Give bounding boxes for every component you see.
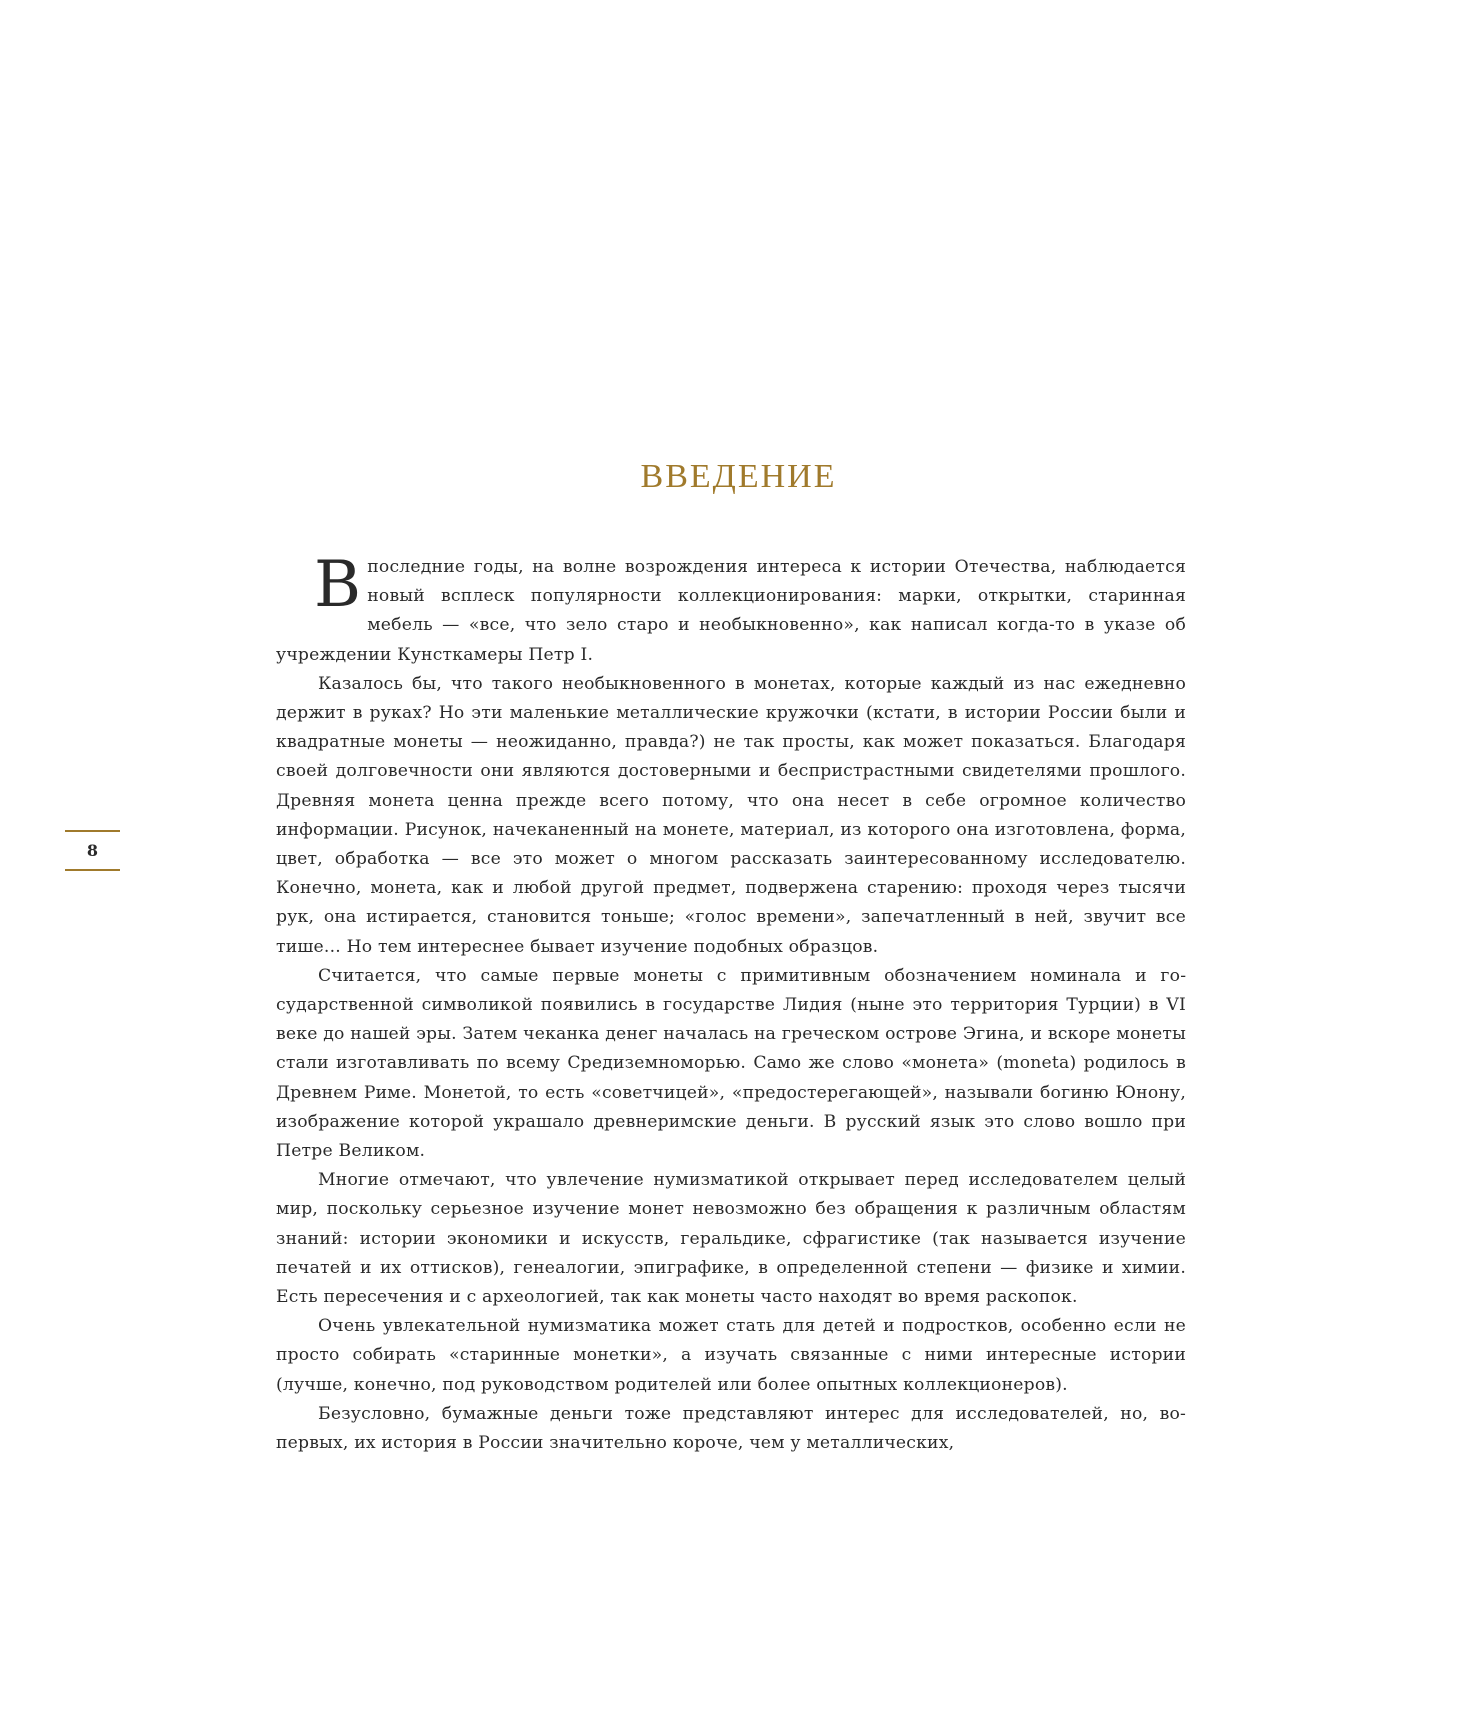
drop-cap: В bbox=[314, 548, 362, 622]
paragraph-6: Безусловно, бумажные деньги тоже представляют интерес для исследователей, но, во-первых, их история в России значительно короче, чем у металлических, bbox=[276, 1403, 1186, 1454]
paragraph-2: Казалось бы, что такого необыкновенного в монетах, которые каждый из нас ежедневно держит в руках? Но эти маленькие металлические кружочки (кстати, в истории России были и квадратные монеты — неожиданно, правда?) не так просты, как может показаться. Благодаря своей долговечности они являются достоверными и беспристрастными свидетелями прошлого. Древняя монета ценна прежде всего потому, что она несет в себе огромное количество информации. Рисунок, начеканенный на монете, материал, из которого она изготовлена, форма, цвет, обработка — все это может о многом рассказать заинтересованному исследователю. Конечно, монета, как и любой другой предмет, подвержена старению: проходя через тысячи рук, она истирается, становится тоньше; «голос времени», запечатленный в ней, звучит все тише... Но тем интереснее бывает изучение подобных образцов. bbox=[276, 673, 1186, 957]
page-title: ВВЕДЕНИЕ bbox=[640, 458, 837, 495]
paragraph-3: Считается, что самые первые монеты с примитивным обозначением номинала и государственной символикой появились в государстве Лидия (ныне это территория Турции) в VI веке до нашей эры. Затем чеканка денег началась на греческом острове Эгина, и вскоре монеты стали изготавливать по всему Средиземноморью. Само же слово «монета» (moneta) родилось в Древнем Риме. Монетой, то есть «советчицей», «предостерегающей», называли богиню Юнону, изображение которой украшало древнеримские деньги. В русский язык это слово вошло при Петре Великом. bbox=[276, 965, 1186, 1162]
paragraph-5: Очень увлекательной нумизматика может стать для детей и подростков, особенно если не просто собирать «старинные монетки», а изучать связанные с ними интересные истории (лучше, конечно, под руководством родителей или более опытных коллекционеров). bbox=[276, 1316, 1186, 1395]
body-text bbox=[276, 548, 1186, 1458]
page-number: 8 bbox=[86, 841, 99, 860]
paragraph-1 bbox=[276, 548, 1186, 670]
page-number-top-rule bbox=[65, 830, 120, 832]
paragraph-1-text: последние годы, на волне возрождения интереса к истории Отечества, наблюдается новый всплеск популярности коллекционирования: марки, открытки, старинная мебель — «все, что зело старо и необыкновенно», как написал когда-то в указе об учреждении Кунсткамеры Петр I. bbox=[276, 557, 1186, 665]
paragraph-4: Многие отмечают, что увлечение нумизматикой открывает перед исследователем целый мир, поскольку серьезное изучение монет невозможно без обращения к различным областям знаний: истории экономики и искусств, геральдике, сфрагистике (так называется изучение печатей и их оттисков), генеалогии, эпиграфике, в определенной степени — физике и химии. Есть пересечения и с археологией, так как монеты часто находят во время раскопок. bbox=[276, 1170, 1186, 1308]
page-number-marker bbox=[65, 830, 120, 871]
page-number-bottom-rule bbox=[65, 869, 120, 871]
